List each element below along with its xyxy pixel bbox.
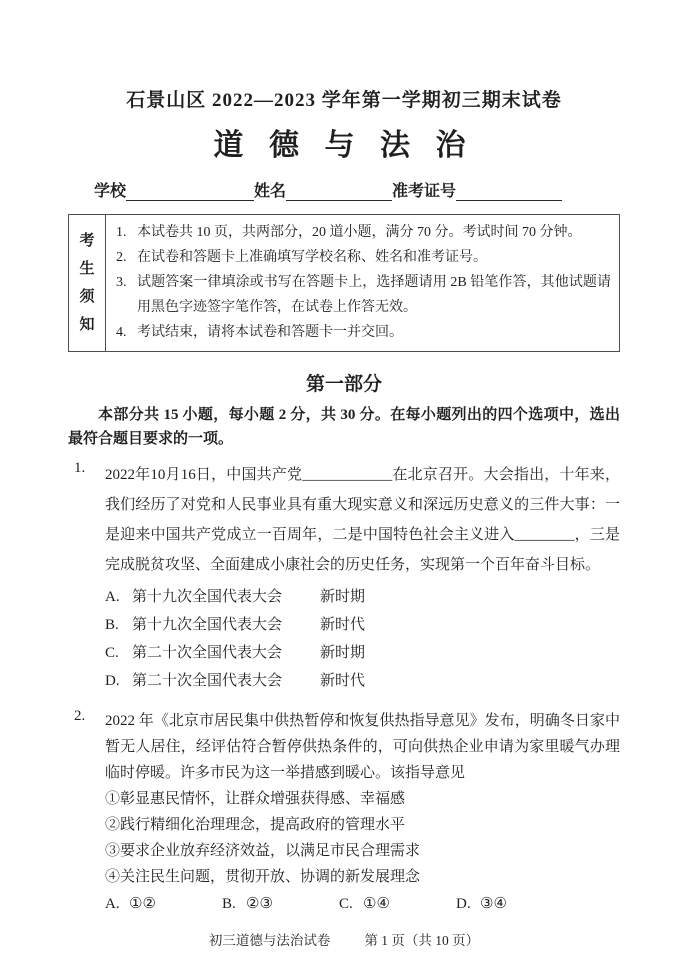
option-d	[105, 667, 620, 695]
option-text-col2: 新时期	[320, 589, 366, 605]
option-text-col1: 第十九次全国代表大会	[132, 589, 283, 605]
option-text-col1: 第二十次全国代表大会	[132, 673, 283, 689]
notice-item	[116, 245, 611, 270]
notice-item-number: 2.	[116, 250, 127, 265]
notice-item-text: 本试卷共 10 页，共两部分，20 道小题，满分 70 分。考试时间 70 分钟。	[137, 225, 582, 240]
candidate-info-row	[94, 178, 620, 202]
notice-items	[106, 215, 619, 351]
notice-item	[116, 320, 611, 345]
school-blank-field	[126, 182, 254, 201]
footer-paper-name: 初三道德与法治试卷	[208, 933, 331, 948]
option-value: ①④	[363, 896, 390, 912]
option-text-col2: 新时代	[320, 617, 366, 633]
examinee-notice-box	[68, 214, 620, 352]
option-label: A.	[105, 896, 120, 912]
option-label: A.	[105, 589, 120, 605]
statement-1: ①彰显惠民情怀，让群众增强获得感、幸福感	[105, 791, 406, 807]
question-1-number: 1.	[74, 460, 86, 476]
exam-number-blank-field	[456, 182, 562, 201]
option-label: B.	[105, 617, 119, 633]
name-blank-field	[286, 182, 392, 201]
notice-item	[116, 220, 611, 245]
part-one-heading: 第一部分	[305, 374, 382, 395]
notice-item-text: 试题答案一律填涂或书写在答题卡上，选择题请用 2B 铅笔作答，其他试题请用黑色字迹签字笔作答，在试卷上作答无效。	[137, 275, 611, 315]
name-label: 姓名	[254, 183, 287, 200]
question-2-statements	[105, 786, 620, 890]
page-footer	[68, 931, 620, 951]
question-2	[68, 708, 620, 917]
question-1-stem: 2022年10月16日，中国共产党____________在北京召开。大会指出，十年来，我们经历了对党和人民事业具有重大现实意义和深远历史意义的三件大事：一是迎来中国共产党成立一百周年，二是中国特色社会主义进入________，三是完成脱贫攻坚、全面建成小康社会的历史任务，实现第一个百年奋斗目标。	[105, 467, 620, 573]
question-2-options	[105, 891, 620, 917]
notice-item-text: 考试结束，请将本试卷和答题卡一并交回。	[137, 325, 403, 340]
option-text-col1: 第十九次全国代表大会	[132, 617, 283, 633]
question-1	[68, 460, 620, 695]
question-2-number: 2.	[74, 708, 86, 724]
option-label: C.	[105, 645, 119, 661]
notice-item-text: 在试卷和答题卡上准确填写学校名称、姓名和准考证号。	[137, 250, 487, 265]
exam-number-label: 准考证号	[392, 183, 457, 200]
statement-3: ③要求企业放弃经济效益，以满足市民合理需求	[105, 843, 421, 859]
option-label: C.	[339, 896, 353, 912]
statement-2: ②践行精细化治理理念，提高政府的管理水平	[105, 817, 406, 833]
footer-page-number: 第 1 页（共 10 页）	[364, 933, 480, 948]
option-a	[105, 891, 222, 917]
subject-title: 道 德 与 法 治	[213, 129, 475, 162]
notice-item-number: 1.	[116, 225, 127, 240]
option-c	[105, 639, 620, 667]
notice-item-number: 4.	[116, 325, 127, 340]
question-2-stem: 2022 年《北京市居民集中供热暂停和恢复供热指导意见》发布，明确冬日家中暂无人居住，经评估符合暂停供热条件的，可向供热企业申请为家里暖气办理临时停暖。许多市民为这一举措感到暖心。该指导意见	[105, 713, 620, 781]
option-a	[105, 583, 620, 611]
statement-4: ④关注民生问题，贯彻开放、协调的新发展理念	[105, 869, 421, 885]
notice-side-column	[69, 215, 106, 351]
option-d	[456, 891, 573, 917]
question-1-options	[105, 583, 620, 695]
option-label: D.	[105, 673, 120, 689]
option-value: ②③	[246, 896, 273, 912]
option-text-col2: 新时期	[320, 645, 366, 661]
part-one-instructions: 本部分共 15 小题，每小题 2 分，共 30 分。在每小题列出的四个选项中，选出最符合题目要求的一项。	[68, 407, 620, 447]
option-label: D.	[456, 896, 471, 912]
option-c	[339, 891, 456, 917]
exam-title: 石景山区 2022—2023 学年第一学期初三期末试卷	[126, 90, 562, 111]
notice-item-number: 3.	[116, 275, 127, 290]
option-b	[105, 611, 620, 639]
notice-side-label: 考生须知	[79, 233, 95, 333]
option-b	[222, 891, 339, 917]
option-label: B.	[222, 896, 236, 912]
school-label: 学校	[94, 183, 127, 200]
option-text-col1: 第二十次全国代表大会	[132, 645, 283, 661]
option-value: ③④	[480, 896, 507, 912]
option-text-col2: 新时代	[320, 673, 366, 689]
notice-item	[116, 270, 611, 320]
option-value: ①②	[129, 896, 156, 912]
